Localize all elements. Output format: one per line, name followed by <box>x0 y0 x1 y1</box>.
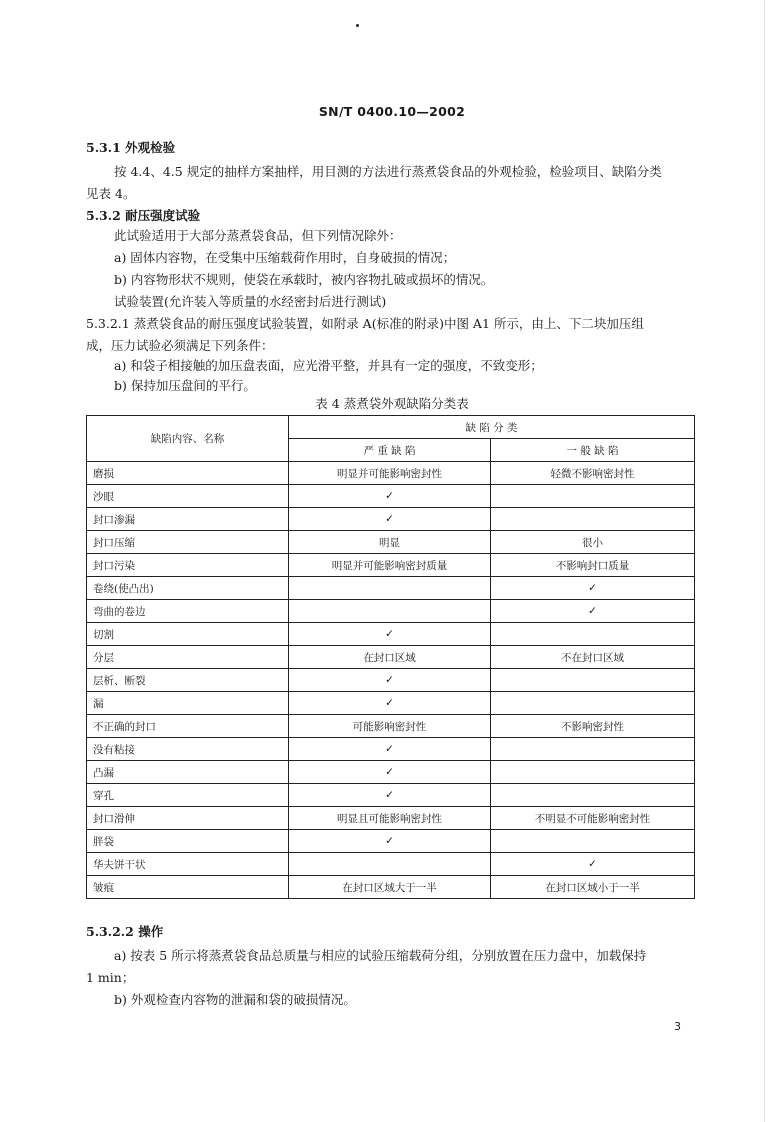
defect-name-cell: 卷绕(使凸出) <box>87 577 289 600</box>
general-cell <box>491 738 695 761</box>
list-item: a) 固体内容物，在受集中压缩载荷作用时，自身破损的情况； <box>114 250 456 265</box>
header-defect-name: 缺陷内容、名称 <box>87 416 289 462</box>
table-row <box>87 508 695 531</box>
severe-cell: 明显并可能影响密封性 <box>289 462 491 485</box>
severe-cell: ✓ <box>289 738 491 761</box>
list-item: a) 和袋子相接触的加压盘表面，应光滑平整，并具有一定的强度，不致变形； <box>114 358 543 373</box>
severe-cell: ✓ <box>289 623 491 646</box>
table-row <box>87 876 695 899</box>
defect-name-cell: 华夫饼干状 <box>87 853 289 876</box>
general-cell: ✓ <box>491 600 695 623</box>
general-cell <box>491 508 695 531</box>
defect-name-cell: 分层 <box>87 646 289 669</box>
defect-name-cell: 弯曲的卷边 <box>87 600 289 623</box>
general-cell: 不影响密封性 <box>491 715 695 738</box>
severe-cell: ✓ <box>289 508 491 531</box>
page-edge <box>764 0 765 1122</box>
table-row <box>87 669 695 692</box>
defect-name-cell: 漏 <box>87 692 289 715</box>
general-cell <box>491 761 695 784</box>
severe-cell: ✓ <box>289 485 491 508</box>
paragraph-line: 试验装置(允许装入等质量的水经密封后进行测试) <box>114 294 387 309</box>
table-row <box>87 853 695 876</box>
defect-name-cell: 封口压缩 <box>87 531 289 554</box>
severe-cell: ✓ <box>289 830 491 853</box>
general-cell <box>491 669 695 692</box>
general-cell: ✓ <box>491 853 695 876</box>
table-row <box>87 531 695 554</box>
severe-cell: 在封口区域大于一半 <box>289 876 491 899</box>
paragraph-line: 按 4.4、4.5 规定的抽样方案抽样，用目测的方法进行蒸煮袋食品的外观检验，检验项目、缺陷分类 <box>114 164 662 179</box>
severe-cell <box>289 600 491 623</box>
severe-cell: ✓ <box>289 784 491 807</box>
general-cell: 在封口区域小于一半 <box>491 876 695 899</box>
severe-cell <box>289 577 491 600</box>
general-cell <box>491 830 695 853</box>
section-5-3-2-heading: 5.3.2 耐压强度试验 <box>86 208 201 223</box>
general-cell: 不在封口区域 <box>491 646 695 669</box>
table-row <box>87 577 695 600</box>
general-cell <box>491 623 695 646</box>
table-row <box>87 554 695 577</box>
defect-name-cell: 磨损 <box>87 462 289 485</box>
paragraph-line: a) 按表 5 所示将蒸煮袋食品总质量与相应的试验压缩载荷分组，分别放置在压力盘中，加载保持 <box>114 948 647 963</box>
defect-name-cell: 层析、断裂 <box>87 669 289 692</box>
defect-name-cell: 凸漏 <box>87 761 289 784</box>
severe-cell: 明显 <box>289 531 491 554</box>
paragraph-line: 成，压力试验必须满足下列条件： <box>86 338 274 353</box>
list-item: b) 保持加压盘间的平行。 <box>114 378 256 393</box>
table-row <box>87 807 695 830</box>
table-row <box>87 715 695 738</box>
defect-name-cell: 沙眼 <box>87 485 289 508</box>
standard-id-header: SN/T 0400.10—2002 <box>318 104 466 119</box>
header-defect-class: 缺 陷 分 类 <box>289 416 695 439</box>
table-caption: 表 4 蒸煮袋外观缺陷分类表 <box>315 396 469 411</box>
general-cell: 不明显不可能影响密封性 <box>491 807 695 830</box>
defect-name-cell: 封口污染 <box>87 554 289 577</box>
paragraph-line: 1 min； <box>86 970 135 985</box>
severe-cell: 可能影响密封性 <box>289 715 491 738</box>
scan-speck <box>356 24 359 27</box>
general-cell <box>491 784 695 807</box>
header-severe: 严 重 缺 陷 <box>289 439 491 462</box>
general-cell <box>491 485 695 508</box>
defect-name-cell: 切割 <box>87 623 289 646</box>
general-cell: 不影响封口质量 <box>491 554 695 577</box>
defect-name-cell: 封口渗漏 <box>87 508 289 531</box>
header-general: 一 般 缺 陷 <box>491 439 695 462</box>
severe-cell: ✓ <box>289 692 491 715</box>
table-row <box>87 646 695 669</box>
defect-name-cell: 皱痕 <box>87 876 289 899</box>
section-5-3-2-1-line: 5.3.2.1 蒸煮袋食品的耐压强度试验装置，如附录 A(标准的附录)中图 A1 所示，由上、下二块加压组 <box>86 316 644 331</box>
severe-cell: ✓ <box>289 761 491 784</box>
defect-name-cell: 没有粘接 <box>87 738 289 761</box>
table-row <box>87 738 695 761</box>
severe-cell: 在封口区域 <box>289 646 491 669</box>
table-row <box>87 462 695 485</box>
page-number: 3 <box>674 1020 681 1033</box>
general-cell: 轻微不影响密封性 <box>491 462 695 485</box>
table-row <box>87 761 695 784</box>
severe-cell: ✓ <box>289 669 491 692</box>
list-item: b) 内容物形状不规则，使袋在承载时，被内容物扎破或损坏的情况。 <box>114 272 494 287</box>
severe-cell: 明显且可能影响密封性 <box>289 807 491 830</box>
section-5-3-1-heading: 5.3.1 外观检验 <box>86 140 176 155</box>
general-cell <box>491 692 695 715</box>
table-row <box>87 623 695 646</box>
general-cell: ✓ <box>491 577 695 600</box>
defect-name-cell: 胖袋 <box>87 830 289 853</box>
severe-cell: 明显并可能影响密封质量 <box>289 554 491 577</box>
list-item: b) 外观检查内容物的泄漏和袋的破损情况。 <box>114 992 356 1007</box>
defect-name-cell: 封口滑伸 <box>87 807 289 830</box>
defect-name-cell: 穿孔 <box>87 784 289 807</box>
paragraph-line: 见表 4。 <box>86 186 136 201</box>
paragraph-line: 此试验适用于大部分蒸煮袋食品，但下列情况除外： <box>114 228 402 243</box>
table-row <box>87 485 695 508</box>
severe-cell <box>289 853 491 876</box>
table-row <box>87 692 695 715</box>
defect-name-cell: 不正确的封口 <box>87 715 289 738</box>
table-row <box>87 600 695 623</box>
defect-classification-table <box>86 415 695 899</box>
general-cell: 很小 <box>491 531 695 554</box>
table-row <box>87 784 695 807</box>
table-row <box>87 830 695 853</box>
section-5-3-2-2-heading: 5.3.2.2 操作 <box>86 924 164 939</box>
